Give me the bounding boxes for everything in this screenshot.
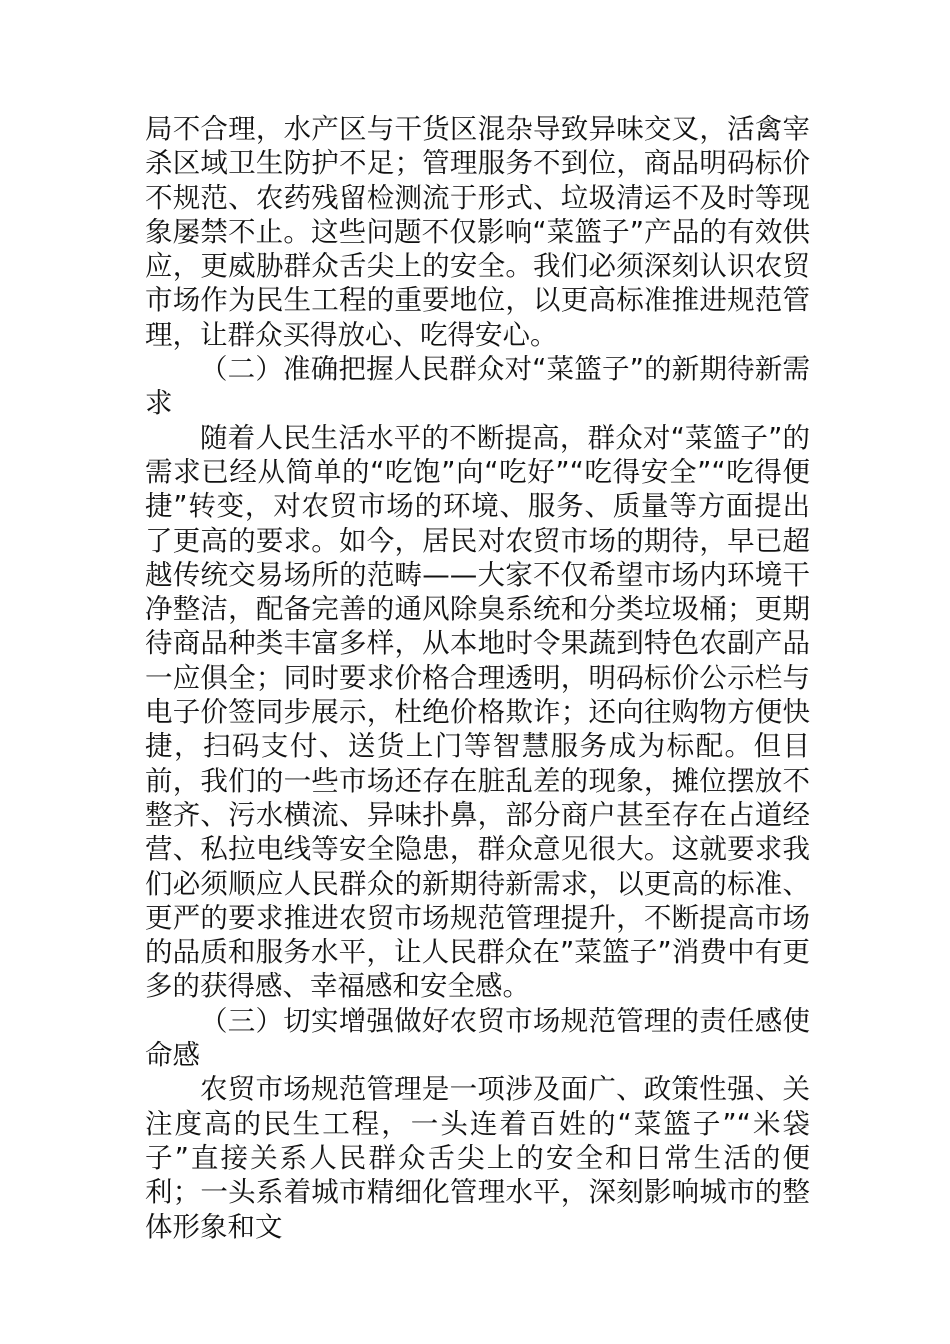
- paragraph-body: 农贸市场规范管理是一项涉及面广、政策性强、关注度高的民生工程，一头连着百姓的“菜篮子”“米袋子”直接关系人民群众舌尖上的安全和日常生活的便利；一头系着城市精细化管理水平，深刻影响城市的整体形象和文: [145, 1073, 810, 1243]
- document-page: [145, 112, 810, 1244]
- paragraph-body: 随着人民生活水平的不断提高，群众对“菜篮子”的需求已经从简单的“吃饱”向“吃好”“吃得安全”“吃得便捷”转变，对农贸市场的环境、服务、质量等方面提出了更高的要求。如今，居民对农贸市场的期待，早已超越传统交易场所的范畴——大家不仅希望市场内环境干净整洁，配备完善的通风除臭系统和分类垃圾桶；更期待商品种类丰富多样，从本地时令果蔬到特色农副产品一应俱全；同时要求价格合理透明，明码标价公示栏与电子价签同步展示，杜绝价格欺诈；还向往购物方便快捷，扫码支付、送货上门等智慧服务成为标配。但目前，我们的一些市场还存在脏乱差的现象，摊位摆放不整齐、污水横流、异味扑鼻，部分商户甚至存在占道经营、私拉电线等安全隐患，群众意见很大。这就要求我们必须顺应人民群众的新期待新需求，以更高的标准、更严的要求推进农贸市场规范管理提升，不断提高市场的品质和服务水平，让人民群众在”菜篮子”消费中有更多的获得感、幸福感和安全感。: [145, 421, 810, 1003]
- section-heading-3: （三）切实增强做好农贸市场规范管理的责任感使命感: [145, 1004, 810, 1072]
- section-heading-2: （二）准确把握人民群众对“菜篮子”的新期待新需求: [145, 353, 810, 420]
- paragraph-continued: 局不合理，水产区与干货区混杂导致异味交叉，活禽宰杀区域卫生防护不足；管理服务不到位，商品明码标价不规范、农药残留检测流于形式、垃圾清运不及时等现象屡禁不止。这些问题不仅影响“菜篮子”产品的有效供应，更威胁群众舌尖上的安全。我们必须深刻认识农贸市场作为民生工程的重要地位，以更高标准推进规范管理，让群众买得放心、吃得安心。: [145, 113, 810, 351]
